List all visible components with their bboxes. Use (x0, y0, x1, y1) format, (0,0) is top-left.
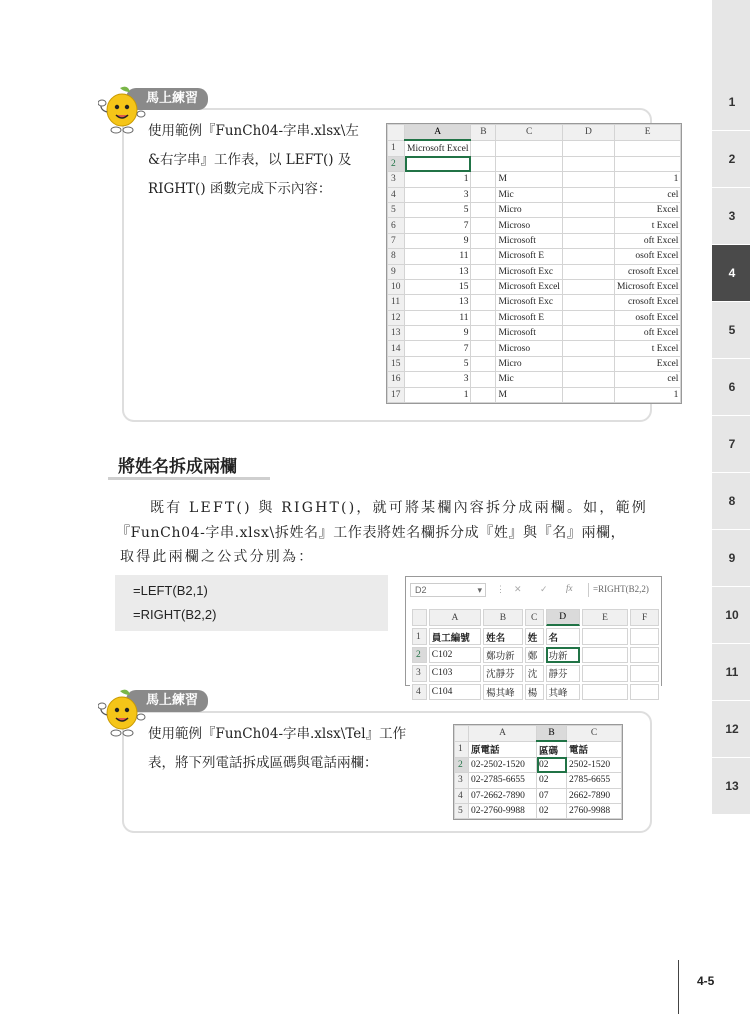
column-header-b[interactable]: B (537, 726, 567, 742)
cell[interactable] (614, 156, 680, 171)
column-header-d[interactable]: D (562, 125, 614, 141)
column-header-d[interactable]: D (546, 609, 580, 626)
cell[interactable]: 1 (614, 387, 680, 402)
row-header[interactable]: 10 (388, 279, 405, 294)
cell[interactable] (562, 233, 614, 248)
cell[interactable] (562, 295, 614, 310)
cell[interactable]: 02 (537, 803, 567, 818)
para-line-3: 取得此兩欄之公式分別為： (120, 549, 315, 565)
column-header-e[interactable]: E (582, 609, 628, 626)
row-header[interactable]: 1 (388, 140, 405, 156)
cell[interactable] (582, 684, 628, 700)
row-header[interactable]: 4 (455, 788, 469, 803)
cell[interactable] (562, 187, 614, 202)
practice2-text (148, 720, 406, 778)
row-header[interactable]: 13 (388, 326, 405, 341)
cell[interactable]: 13 (405, 295, 471, 310)
cell[interactable] (471, 279, 496, 294)
separator-icon: ⋮ (496, 584, 505, 594)
cell[interactable]: 02-2502-1520 (469, 757, 537, 772)
cell[interactable]: 靜芬 (546, 665, 580, 681)
name-box-value: D2 (415, 585, 427, 595)
row-header[interactable]: 1 (455, 741, 469, 757)
table-row (412, 647, 659, 663)
cell[interactable]: 2785-6655 (567, 773, 622, 788)
row-header[interactable]: 6 (388, 218, 405, 233)
select-all-corner[interactable] (412, 609, 427, 626)
row-header[interactable]: 17 (388, 387, 405, 402)
chapter-tab-4: 4 (712, 245, 750, 302)
cell[interactable]: crosoft Excel (614, 264, 680, 279)
chapter-tab-6: 6 (712, 359, 750, 416)
cell[interactable]: 鄭功新 (483, 647, 523, 663)
cell[interactable]: 原電話 (469, 741, 537, 757)
cell[interactable] (471, 341, 496, 356)
table-row (412, 628, 659, 644)
cell[interactable]: 7 (405, 218, 471, 233)
table-row (388, 140, 681, 156)
cell[interactable] (614, 140, 680, 156)
cell[interactable] (471, 326, 496, 341)
cell[interactable]: 7 (405, 341, 471, 356)
enter-icon[interactable]: ✓ (540, 584, 548, 594)
cell[interactable] (630, 647, 659, 663)
cell[interactable]: cel (614, 187, 680, 202)
cell[interactable]: Microsoft Exc (496, 295, 562, 310)
column-header-a[interactable]: A (469, 726, 537, 742)
cell[interactable]: Excel (614, 202, 680, 217)
row-header[interactable]: 14 (388, 341, 405, 356)
table-row (388, 202, 681, 217)
cell[interactable] (496, 140, 562, 156)
page-number: 4-5 (678, 960, 750, 1014)
cell[interactable] (471, 218, 496, 233)
cell[interactable]: Excel (614, 356, 680, 371)
row-header[interactable]: 15 (388, 356, 405, 371)
cell[interactable]: 名 (546, 628, 580, 644)
cell[interactable]: 9 (405, 233, 471, 248)
practice1-line3: RIGHT() 函數完成下示內容： (148, 181, 332, 197)
section-title: 將姓名拆成兩欄 (118, 457, 237, 477)
cell[interactable] (582, 647, 628, 663)
cell[interactable]: osoft Excel (614, 249, 680, 264)
chapter-tab-12: 12 (712, 701, 750, 758)
excel-sheet-tel (453, 724, 623, 820)
cell[interactable] (471, 187, 496, 202)
cell[interactable]: Micro (496, 202, 562, 217)
cell[interactable] (405, 156, 471, 171)
cell[interactable]: t Excel (614, 341, 680, 356)
cell[interactable]: 07-2662-7890 (469, 788, 537, 803)
row-header[interactable]: 11 (388, 295, 405, 310)
cell[interactable]: 9 (405, 326, 471, 341)
table-row (455, 757, 622, 772)
section-underline (108, 477, 270, 480)
cell[interactable]: Microsoft E (496, 249, 562, 264)
cell[interactable]: 沈靜芬 (483, 665, 523, 681)
practice1-line2: &右字串』工作表，以 LEFT() 及 (148, 152, 352, 168)
cell[interactable]: Microsoft Exc (496, 264, 562, 279)
chapter-tab-1: 1 (712, 74, 750, 131)
column-header-c[interactable]: C (496, 125, 562, 141)
table-row (455, 773, 622, 788)
cell[interactable]: Microsoft E (496, 310, 562, 325)
cell[interactable]: C103 (429, 665, 481, 681)
cell[interactable]: 11 (405, 249, 471, 264)
cell[interactable]: 其峰 (546, 684, 580, 700)
table-row (455, 803, 622, 818)
cell[interactable] (562, 326, 614, 341)
table-row (388, 295, 681, 310)
cell[interactable] (471, 372, 496, 387)
cell[interactable]: 02-2760-9988 (469, 803, 537, 818)
cell[interactable]: M (496, 172, 562, 187)
cell[interactable] (630, 665, 659, 681)
cell[interactable]: 楊 (525, 684, 544, 700)
table-row (455, 741, 622, 757)
chapter-tab-9: 9 (712, 530, 750, 587)
row-header[interactable]: 1 (412, 628, 427, 644)
sheet2-table (410, 607, 661, 702)
table-row (388, 372, 681, 387)
excel-sheet-left-right (386, 123, 682, 404)
table-row (388, 356, 681, 371)
code-line-left: =LEFT(B2,1) (133, 583, 208, 598)
cell[interactable]: 員工編號 (429, 628, 481, 644)
table-row (388, 156, 681, 171)
cell[interactable] (562, 372, 614, 387)
cell[interactable] (562, 172, 614, 187)
column-header-e[interactable]: E (614, 125, 680, 141)
cell[interactable] (562, 156, 614, 171)
cell[interactable]: oft Excel (614, 326, 680, 341)
cell[interactable]: M (496, 387, 562, 402)
para-line-1: 既有 LEFT() 與 RIGHT()，就可將某欄內容拆分成兩欄。如，範例 (150, 500, 648, 516)
mascot-icon (98, 84, 146, 138)
cell[interactable] (562, 341, 614, 356)
row-header[interactable]: 2 (388, 156, 405, 171)
cell[interactable]: 5 (405, 356, 471, 371)
table-row (388, 341, 681, 356)
select-all-corner[interactable] (388, 125, 405, 141)
cell[interactable] (630, 684, 659, 700)
sheet1-table (387, 124, 681, 403)
cell[interactable]: 2760-9988 (567, 803, 622, 818)
column-header-row (412, 609, 659, 626)
table-row (388, 326, 681, 341)
chapter-tab-8: 8 (712, 473, 750, 530)
sheet3-table (454, 725, 622, 819)
cell[interactable]: Mic (496, 187, 562, 202)
cell[interactable]: Microsoft Excel (614, 279, 680, 294)
practice2-line1: 使用範例『FunCh04-字串.xlsx\Tel』工作 (148, 726, 407, 742)
cell[interactable] (562, 218, 614, 233)
cell[interactable] (562, 356, 614, 371)
cell[interactable] (471, 202, 496, 217)
cell[interactable]: Microso (496, 218, 562, 233)
row-header[interactable]: 7 (388, 233, 405, 248)
row-header[interactable]: 2 (455, 757, 469, 772)
row-header[interactable]: 12 (388, 310, 405, 325)
cell[interactable] (562, 387, 614, 402)
chapter-tab-7: 7 (712, 416, 750, 473)
column-header-a[interactable]: A (405, 125, 471, 141)
cell[interactable] (582, 628, 628, 644)
para-line-2: 『FunCh04-字串.xlsx\拆姓名』工作表將姓名欄拆分成『姓』與『名』兩欄， (116, 525, 626, 541)
select-all-corner[interactable] (455, 726, 469, 742)
cell[interactable]: Microsoft Excel (496, 279, 562, 294)
column-header-c[interactable]: C (525, 609, 544, 626)
cell[interactable]: Microsoft Excel (405, 140, 471, 156)
cell[interactable] (471, 295, 496, 310)
practice-badge-1: 馬上練習 (126, 88, 208, 110)
table-row (388, 187, 681, 202)
table-row (388, 310, 681, 325)
column-header-row (455, 726, 622, 742)
excel-window-split-name (405, 576, 662, 699)
cell[interactable] (471, 356, 496, 371)
practice-badge-2: 馬上練習 (126, 690, 208, 712)
cell[interactable]: Microsoft (496, 326, 562, 341)
cell[interactable] (562, 140, 614, 156)
cell[interactable]: Micro (496, 356, 562, 371)
cell[interactable] (471, 140, 496, 156)
cell[interactable]: 姓 (525, 628, 544, 644)
cell[interactable] (562, 279, 614, 294)
sheet2-grid (410, 607, 661, 702)
cell[interactable]: t Excel (614, 218, 680, 233)
cell[interactable]: 02-2785-6655 (469, 773, 537, 788)
chapter-tab-13: 13 (712, 758, 750, 815)
mascot-icon (98, 687, 146, 741)
row-header[interactable]: 8 (388, 249, 405, 264)
chapter-tab-11: 11 (712, 644, 750, 701)
practice2-line2: 表，將下列電話拆成區碼與電話兩欄： (148, 755, 378, 771)
cell[interactable]: 沈 (525, 665, 544, 681)
column-header-c[interactable]: C (567, 726, 622, 742)
cell[interactable]: 5 (405, 202, 471, 217)
cell[interactable] (471, 264, 496, 279)
cell[interactable] (471, 233, 496, 248)
row-header[interactable]: 5 (455, 803, 469, 818)
formula-code-block (115, 575, 388, 631)
cell[interactable] (562, 202, 614, 217)
column-header-a[interactable]: A (429, 609, 481, 626)
column-header-f[interactable]: F (630, 609, 659, 626)
table-row (412, 665, 659, 681)
cell[interactable]: 功新 (546, 647, 580, 663)
chapter-tab-10: 10 (712, 587, 750, 644)
cell[interactable]: 3 (405, 187, 471, 202)
row-header[interactable]: 3 (388, 172, 405, 187)
row-header[interactable]: 3 (412, 665, 427, 681)
cell[interactable]: 鄭 (525, 647, 544, 663)
chapter-tab-2: 2 (712, 131, 750, 188)
column-header-row (388, 125, 681, 141)
row-header[interactable]: 2 (412, 647, 427, 663)
row-header[interactable]: 16 (388, 372, 405, 387)
table-row (388, 249, 681, 264)
table-row (388, 264, 681, 279)
chapter-tab-3: 3 (712, 188, 750, 245)
cell[interactable]: 11 (405, 310, 471, 325)
cell[interactable] (562, 264, 614, 279)
cell[interactable] (471, 172, 496, 187)
cell[interactable]: 3 (405, 372, 471, 387)
cell[interactable] (471, 387, 496, 402)
cancel-icon[interactable]: ✕ (514, 584, 522, 594)
table-row (388, 233, 681, 248)
row-header[interactable]: 3 (455, 773, 469, 788)
cell[interactable]: cel (614, 372, 680, 387)
cell[interactable]: Mic (496, 372, 562, 387)
chapter-tab-5: 5 (712, 302, 750, 359)
table-row (455, 788, 622, 803)
cell[interactable] (496, 156, 562, 171)
cell[interactable]: 1 (405, 172, 471, 187)
cell[interactable] (471, 156, 496, 171)
name-box[interactable] (410, 583, 486, 597)
table-row (388, 172, 681, 187)
cell[interactable] (562, 249, 614, 264)
table-row (388, 387, 681, 402)
column-header-b[interactable]: B (471, 125, 496, 141)
cell[interactable] (471, 310, 496, 325)
cell[interactable]: 02 (537, 773, 567, 788)
code-line-right: =RIGHT(B2,2) (133, 607, 217, 622)
cell[interactable]: 區碼 (537, 741, 567, 757)
cell[interactable]: 1 (405, 387, 471, 402)
cell[interactable] (471, 249, 496, 264)
cell[interactable]: 姓名 (483, 628, 523, 644)
table-row (388, 218, 681, 233)
cell[interactable] (630, 628, 659, 644)
cell[interactable]: 07 (537, 788, 567, 803)
cell[interactable] (582, 665, 628, 681)
cell[interactable]: 楊其峰 (483, 684, 523, 700)
row-header[interactable]: 4 (388, 187, 405, 202)
cell[interactable]: C104 (429, 684, 481, 700)
cell[interactable]: osoft Excel (614, 310, 680, 325)
chevron-down-icon: ▾ (477, 585, 482, 595)
cell[interactable]: 1 (614, 172, 680, 187)
cell[interactable]: 2502-1520 (567, 757, 622, 772)
chapter-tab-blank (712, 0, 750, 74)
practice1-line1: 使用範例『FunCh04-字串.xlsx\左 (148, 123, 359, 139)
cell[interactable]: 15 (405, 279, 471, 294)
formula-input[interactable]: =RIGHT(B2,2) (588, 583, 665, 597)
cell[interactable]: Microsoft (496, 233, 562, 248)
cell[interactable] (562, 310, 614, 325)
table-row (412, 684, 659, 700)
fx-icon[interactable]: fx (566, 583, 573, 593)
cell[interactable]: oft Excel (614, 233, 680, 248)
table-row (388, 279, 681, 294)
row-header[interactable]: 9 (388, 264, 405, 279)
cell[interactable]: Microso (496, 341, 562, 356)
chapter-tabs (712, 0, 750, 822)
row-header[interactable]: 4 (412, 684, 427, 700)
cell[interactable]: crosoft Excel (614, 295, 680, 310)
cell[interactable]: 13 (405, 264, 471, 279)
cell[interactable]: 02 (537, 757, 567, 772)
column-header-b[interactable]: B (483, 609, 523, 626)
cell[interactable]: 2662-7890 (567, 788, 622, 803)
row-header[interactable]: 5 (388, 202, 405, 217)
cell[interactable]: C102 (429, 647, 481, 663)
practice1-text (148, 117, 359, 204)
cell[interactable]: 電話 (567, 741, 622, 757)
